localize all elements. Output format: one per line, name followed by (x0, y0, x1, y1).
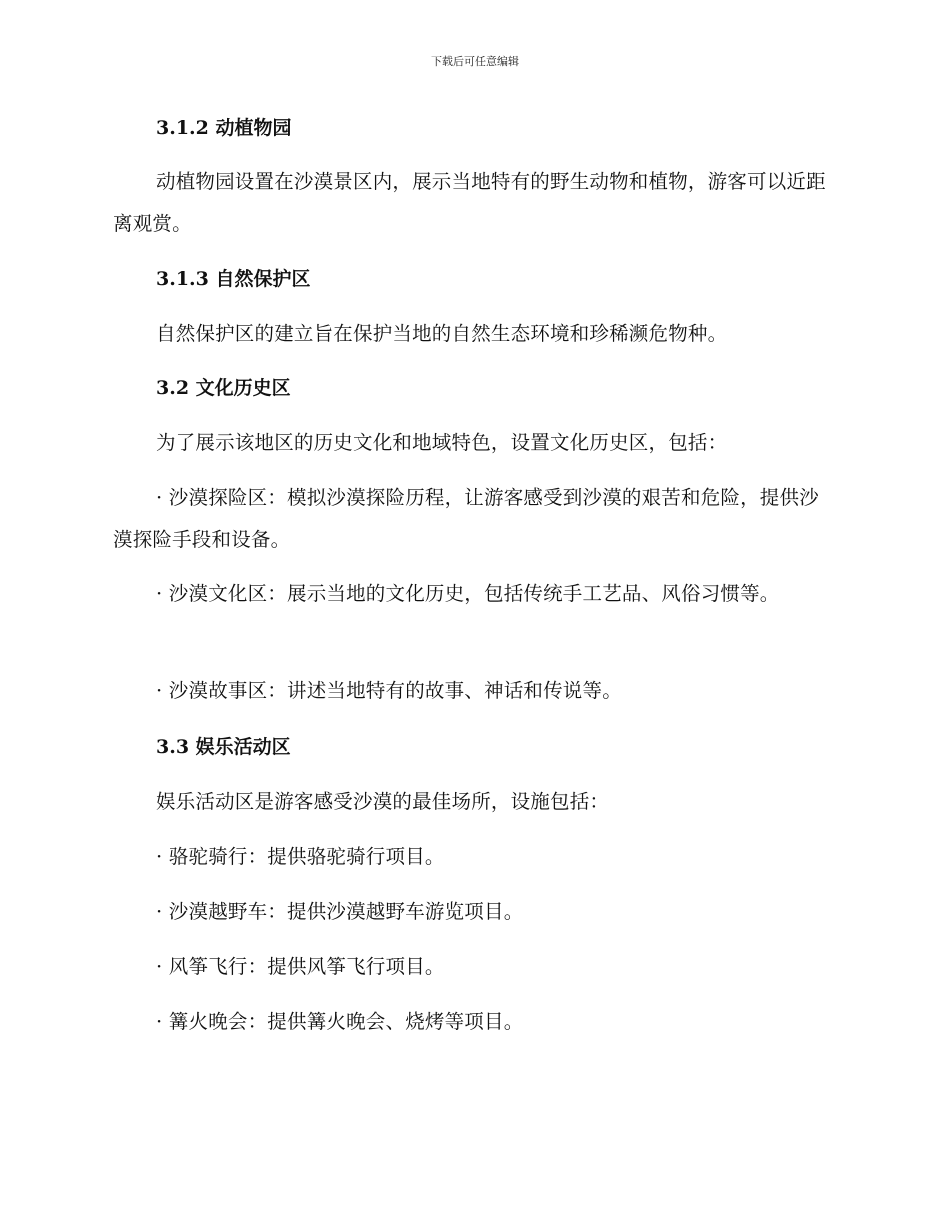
list-item-story: · 沙漠故事区：讲述当地特有的故事、神话和传说等。 (156, 679, 622, 702)
paragraph-culture-intro: 为了展示该地区的历史文化和地域特色，设置文化历史区，包括： (156, 431, 728, 454)
section-heading-3-2: 3.2 文化历史区 (156, 377, 291, 399)
paragraph-zoo: 动植物园设置在沙漠景区内，展示当地特有的野生动物和植物，游客可以近距离观赏。 (113, 170, 826, 235)
list-item-desert-culture: · 沙漠文化区：展示当地的文化历史，包括传统手工艺品、风俗习惯等。 (156, 582, 780, 605)
paragraph-reserve: 自然保护区的建立旨在保护当地的自然生态环境和珍稀濒危物种。 (156, 322, 728, 345)
paragraph-entertainment-intro: 娱乐活动区是游客感受沙漠的最佳场所，设施包括： (156, 790, 610, 813)
section-heading-3-1-2: 3.1.2 动植物园 (156, 117, 292, 139)
list-item-offroad: · 沙漠越野车：提供沙漠越野车游览项目。 (156, 900, 524, 923)
section-heading-3-3: 3.3 娱乐活动区 (156, 736, 291, 758)
list-item-bonfire: · 篝火晚会：提供篝火晚会、烧烤等项目。 (156, 1010, 524, 1033)
section-heading-3-1-3: 3.1.3 自然保护区 (156, 268, 311, 290)
list-item-camel: · 骆驼骑行：提供骆驼骑行项目。 (156, 845, 445, 868)
list-item-kite: · 风筝飞行：提供风筝飞行项目。 (156, 955, 445, 978)
list-item-adventure: · 沙漠探险区：模拟沙漠探险历程，让游客感受到沙漠的艰苦和危险，提供沙漠探险手段和设备。 (113, 486, 819, 551)
page-header: 下载后可任意编辑 (431, 55, 519, 68)
